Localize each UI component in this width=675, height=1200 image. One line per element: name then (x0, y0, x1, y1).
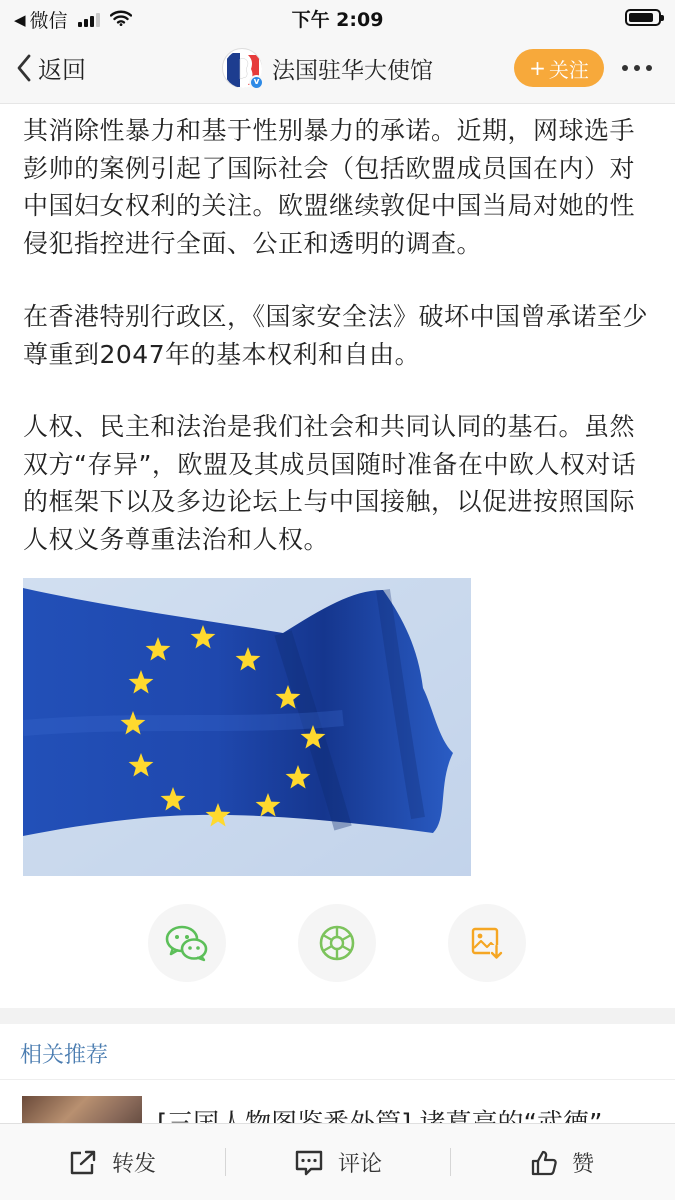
bottom-action-bar (0, 1123, 675, 1200)
comment-icon (294, 1149, 324, 1177)
like-button[interactable] (530, 1124, 594, 1200)
wechat-icon (165, 923, 209, 963)
repost-button[interactable] (68, 1124, 156, 1200)
back-to-app-chevron-icon[interactable]: ◀ (14, 10, 26, 29)
like-label: 赞 (572, 1152, 595, 1177)
plus-icon: + (529, 56, 546, 80)
bar-separator (450, 1148, 451, 1176)
chevron-left-icon (16, 53, 32, 83)
related-section-header (0, 1024, 675, 1080)
battery-icon (625, 9, 661, 26)
comment-button[interactable] (294, 1124, 382, 1200)
repost-icon (68, 1149, 98, 1177)
section-divider (0, 1008, 675, 1024)
back-label: 返回 (38, 56, 86, 84)
back-to-app-label[interactable]: 微信 (29, 10, 68, 32)
status-bar (0, 0, 675, 34)
verified-badge-icon: v (249, 75, 264, 90)
repost-label: 转发 (112, 1152, 157, 1177)
status-time: 下午 2:09 (291, 9, 384, 31)
battery-level (629, 13, 653, 22)
back-button[interactable] (16, 50, 86, 85)
comment-label: 评论 (338, 1152, 383, 1177)
nav-bar (0, 34, 675, 104)
avatar[interactable] (222, 48, 262, 88)
share-row (0, 904, 675, 984)
more-options-icon[interactable] (614, 54, 660, 82)
moments-icon (318, 924, 356, 962)
eu-flag-image[interactable] (23, 578, 471, 876)
thumbs-up-icon (530, 1149, 558, 1177)
account-header[interactable] (222, 48, 433, 88)
save-image-button[interactable] (448, 904, 526, 982)
follow-label: 关注 (548, 57, 589, 82)
article-paragraph: 人权、民主和法治是我们社会和共同认同的基石。虽然双方“存异”，欧盟及其成员国随时准备在中欧人权对话的框架下以及多边论坛上与中国接触，以促进按照国际人权义务尊重法治和人权。 (23, 412, 637, 554)
save-image-icon (470, 926, 504, 960)
follow-button[interactable] (514, 49, 604, 87)
share-moments-button[interactable] (298, 904, 376, 982)
related-title: 相关推荐 (20, 1043, 109, 1068)
account-name[interactable]: 法国驻华大使馆 (272, 57, 433, 84)
bar-separator (225, 1148, 226, 1176)
article-paragraph: 其消除性暴力和基于性别暴力的承诺。近期，网球选手彭帅的案例引起了国际社会（包括欧盟成员国在内）对中国妇女权利的关注。欧盟继续敦促中国当局对她的性侵犯指控进行全面、公正和透明的调查。 (23, 116, 636, 258)
share-wechat-button[interactable] (148, 904, 226, 982)
article-paragraph: 在香港特别行政区，《国家安全法》破坏中国曾承诺至少尊重到2047年的基本权利和自由。 (23, 302, 649, 369)
